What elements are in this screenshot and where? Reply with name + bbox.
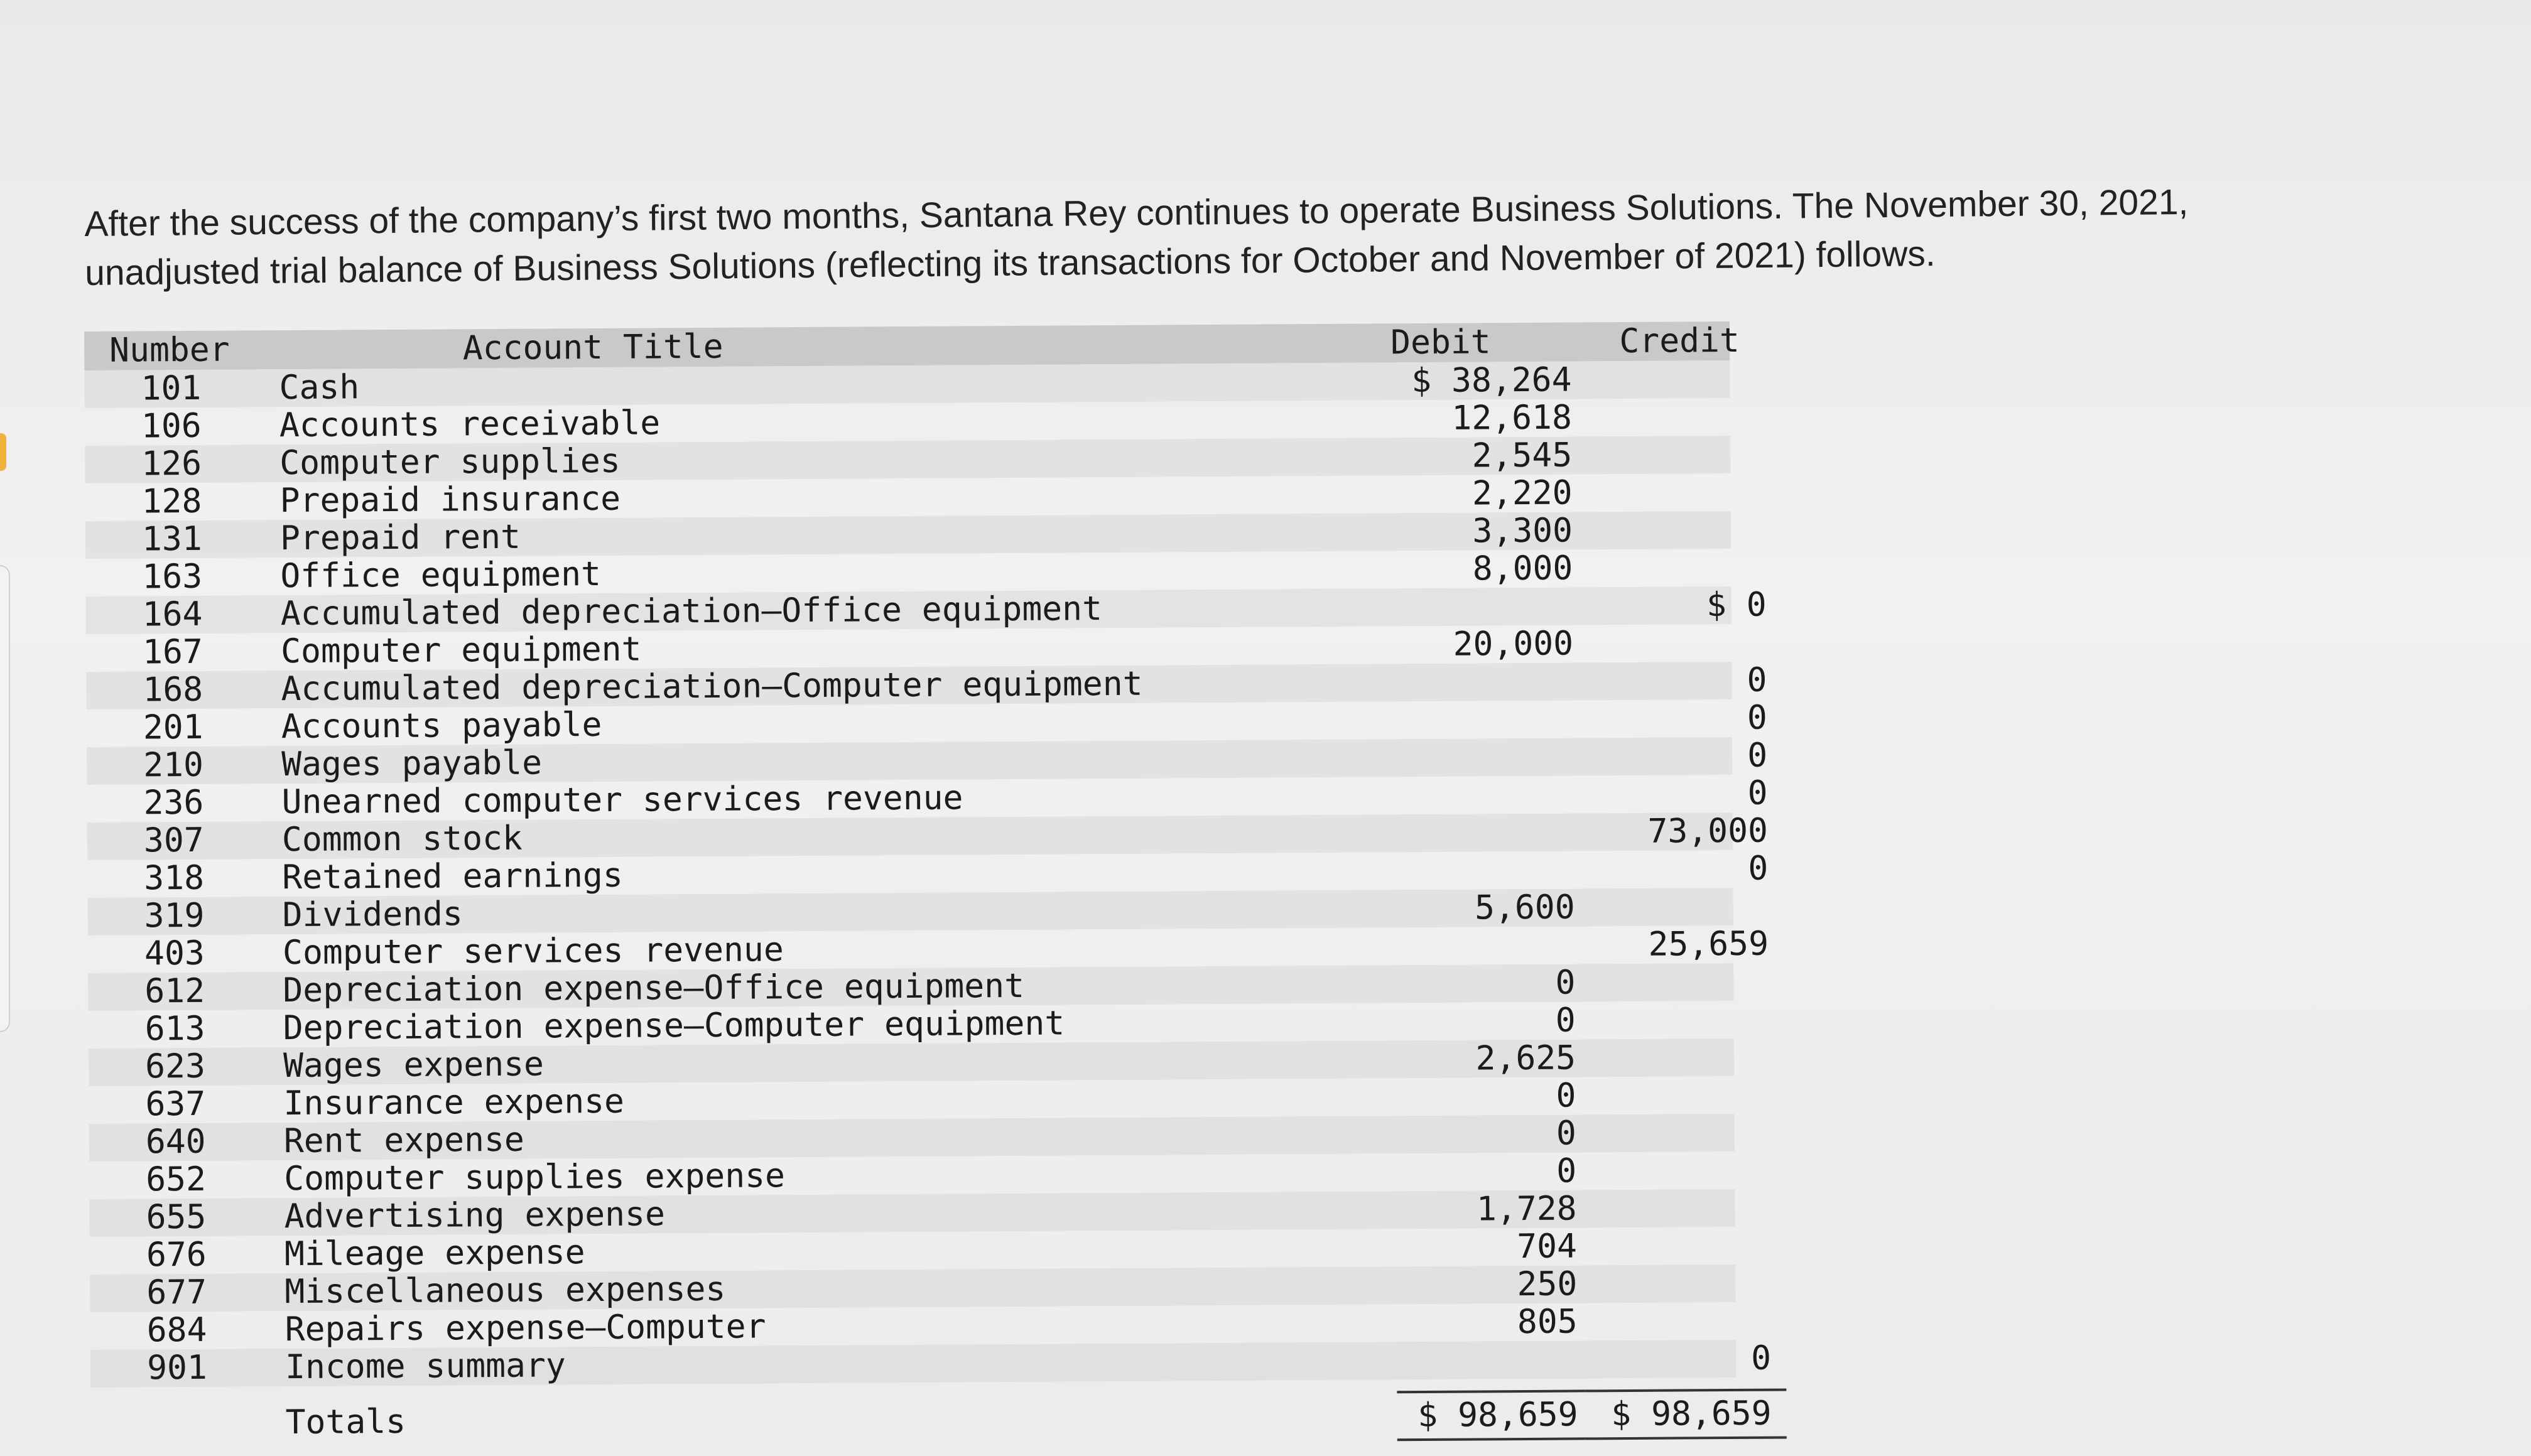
credit-amount: 73,000 xyxy=(1647,811,1769,851)
account-number: 128 xyxy=(141,482,202,521)
problem-intro xyxy=(84,175,2409,298)
account-title: Common stock xyxy=(281,819,523,860)
totals-spacer xyxy=(90,1398,279,1449)
account-number: 318 xyxy=(144,858,205,898)
account-number: 163 xyxy=(142,557,203,596)
credit-amount xyxy=(1581,623,1782,662)
account-number: 612 xyxy=(144,971,205,1011)
account-number: 307 xyxy=(143,821,204,860)
debit-amount xyxy=(1394,851,1582,890)
credit-amount xyxy=(1584,1113,1785,1152)
debit-amount: 704 xyxy=(1517,1227,1578,1266)
account-title: Computer services revenue xyxy=(282,930,784,973)
account-number: 684 xyxy=(146,1310,207,1350)
debit-amount: 2,545 xyxy=(1471,436,1573,475)
credit-amount xyxy=(1585,1226,1786,1265)
credit-amount xyxy=(1580,549,1781,588)
account-title: Unearned computer services revenue xyxy=(281,779,963,822)
totals-label: Totals xyxy=(285,1402,406,1442)
debit-amount xyxy=(1393,775,1581,814)
credit-amount xyxy=(1584,1189,1785,1227)
credit-amount xyxy=(1580,436,1780,475)
account-title: Wages expense xyxy=(283,1045,545,1086)
debit-amount: 0 xyxy=(1556,1151,1577,1190)
account-number: 201 xyxy=(143,708,203,747)
account-title: Prepaid rent xyxy=(279,517,521,558)
debit-amount: 2,625 xyxy=(1475,1038,1576,1078)
header-credit: Credit xyxy=(1619,321,1740,361)
credit-amount xyxy=(1585,1302,1786,1340)
account-title: Retained earnings xyxy=(282,856,623,897)
account-title: Miscellaneous expenses xyxy=(285,1270,726,1312)
account-number: 106 xyxy=(141,406,202,446)
account-number: 164 xyxy=(142,595,203,634)
account-title: Mileage expense xyxy=(284,1233,585,1274)
debit-amount: 0 xyxy=(1555,1001,1576,1040)
account-number: 126 xyxy=(141,444,202,483)
credit-amount: 0 xyxy=(1748,849,1769,888)
account-title: Computer supplies expense xyxy=(284,1157,786,1199)
credit-amount: 25,659 xyxy=(1648,924,1769,964)
debit-amount xyxy=(1393,700,1581,739)
debit-amount: 0 xyxy=(1555,963,1576,1002)
account-title: Depreciation expense—Computer equipment xyxy=(283,1004,1065,1048)
account-number: 131 xyxy=(141,519,202,559)
debit-amount xyxy=(1397,1340,1585,1379)
account-title: Accounts payable xyxy=(281,705,602,747)
credit-amount: 0 xyxy=(1747,774,1768,812)
account-title: Insurance expense xyxy=(283,1082,625,1123)
credit-amount xyxy=(1584,1151,1785,1190)
account-title: Repairs expense—Computer xyxy=(285,1307,766,1349)
account-number: 168 xyxy=(143,670,203,709)
credit-amount: 0 xyxy=(1747,736,1768,775)
debit-amount: 12,618 xyxy=(1451,398,1573,438)
debit-amount: 0 xyxy=(1556,1076,1576,1115)
credit-amount xyxy=(1582,887,1783,926)
debit-amount: 1,728 xyxy=(1476,1189,1577,1229)
credit-amount: 0 xyxy=(1747,661,1767,699)
account-title: Accumulated depreciation—Office equipment xyxy=(280,590,1103,634)
credit-amount xyxy=(1580,398,1780,437)
credit-amount: $ 0 xyxy=(1706,585,1767,625)
account-number: 637 xyxy=(145,1084,206,1124)
account-number: 101 xyxy=(141,369,202,408)
account-number: 319 xyxy=(144,896,205,936)
account-number: 210 xyxy=(143,745,204,785)
account-title: Prepaid insurance xyxy=(279,479,621,520)
debit-amount: 8,000 xyxy=(1472,549,1573,588)
credit-amount xyxy=(1583,1076,1784,1114)
header-debit: Debit xyxy=(1390,323,1491,362)
debit-amount xyxy=(1393,738,1581,777)
totals-credit: $ 98,659 xyxy=(1585,1388,1786,1440)
account-title: Dividends xyxy=(282,895,463,935)
header-number: Number xyxy=(109,330,230,370)
account-number: 655 xyxy=(146,1197,207,1237)
credit-amount: 0 xyxy=(1750,1339,1772,1378)
account-title: Computer supplies xyxy=(279,441,621,483)
account-title: Office equipment xyxy=(280,554,602,596)
account-number: 623 xyxy=(144,1047,206,1086)
account-number: 901 xyxy=(146,1348,208,1388)
account-number: 403 xyxy=(144,934,205,973)
debit-amount: 2,220 xyxy=(1471,473,1573,513)
account-number: 613 xyxy=(144,1009,205,1049)
account-title: Cash xyxy=(279,368,360,407)
debit-amount: 5,600 xyxy=(1474,888,1575,927)
debit-amount xyxy=(1392,662,1581,701)
credit-amount: 0 xyxy=(1747,698,1767,737)
credit-amount xyxy=(1579,360,1780,399)
debit-amount xyxy=(1392,587,1581,626)
totals-row xyxy=(90,1389,1772,1449)
edge-marker xyxy=(0,433,6,471)
credit-amount xyxy=(1583,1038,1784,1077)
account-title: Accounts receivable xyxy=(279,404,661,445)
account-title: Computer equipment xyxy=(280,630,642,671)
account-title: Wages payable xyxy=(281,743,543,784)
debit-amount: 20,000 xyxy=(1453,624,1574,664)
account-title: Advertising expense xyxy=(284,1195,666,1236)
debit-amount: 805 xyxy=(1517,1302,1578,1342)
totals-debit: $ 98,659 xyxy=(1397,1389,1585,1441)
account-number: 677 xyxy=(146,1273,207,1312)
trial-balance-table xyxy=(84,321,1772,1449)
account-number: 652 xyxy=(146,1160,207,1199)
account-number: 236 xyxy=(143,783,204,822)
credit-amount xyxy=(1580,511,1781,550)
debit-amount: $ 38,264 xyxy=(1411,360,1572,401)
debit-amount: 0 xyxy=(1556,1114,1577,1153)
edge-tab xyxy=(0,565,10,1032)
credit-amount xyxy=(1583,963,1784,1001)
intro-line-1: After the success of the company’s first two months, Santana Rey continues to operate Business Solutions. The November 30, 2021, xyxy=(84,181,2189,244)
account-title: Income summary xyxy=(285,1346,566,1387)
table-body xyxy=(84,360,1772,1388)
debit-amount xyxy=(1394,926,1583,965)
credit-amount xyxy=(1580,473,1780,512)
debit-amount xyxy=(1394,813,1582,852)
credit-amount xyxy=(1585,1264,1786,1303)
account-title: Rent expense xyxy=(283,1120,524,1161)
debit-amount: 3,300 xyxy=(1472,511,1573,551)
account-title: Accumulated depreciation—Computer equipment xyxy=(281,664,1143,709)
header-account-title: Account Title xyxy=(462,327,724,368)
intro-line-2: unadjusted trial balance of Business Solutions (reflecting its transactions for October and November of 2021) follows. xyxy=(84,234,1936,293)
account-number: 676 xyxy=(146,1235,207,1275)
credit-amount xyxy=(1583,1000,1784,1039)
account-number: 640 xyxy=(145,1122,206,1162)
account-title: Depreciation expense—Office equipment xyxy=(283,966,1025,1010)
account-number: 167 xyxy=(142,632,203,672)
debit-amount: 250 xyxy=(1517,1265,1578,1304)
